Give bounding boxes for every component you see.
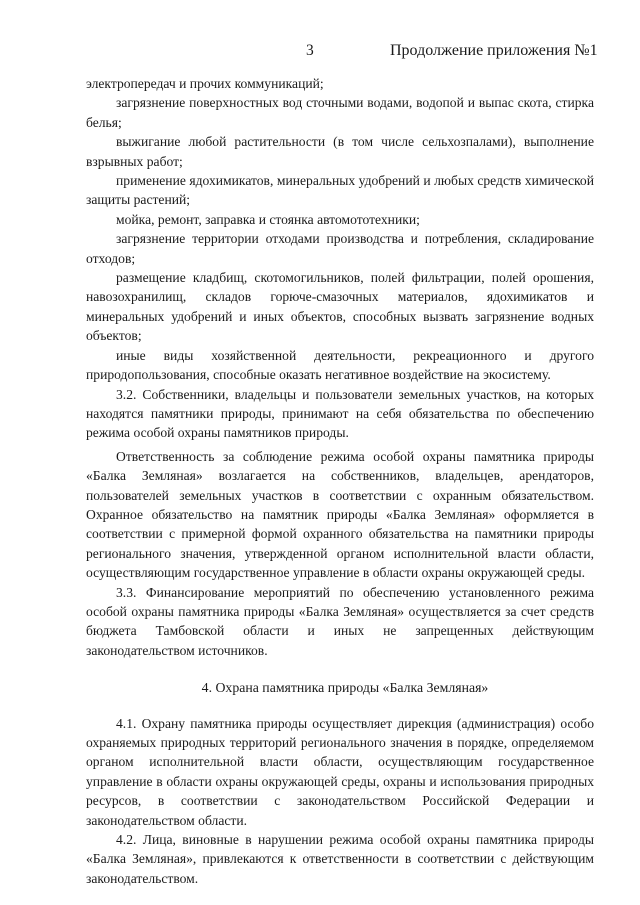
paragraph: выжигание любой растительности (в том числе сельхозпалами), выполнение взрывных работ; [86,134,594,169]
section-heading: 4. Охрана памятника природы «Балка Земляная» [201,680,489,696]
document-body [86,74,594,888]
paragraph: 4.1. Охрану памятника природы осуществляет дирекция (администрация) особо охраняемых природных территорий регионального значения в порядке, определяемом органом исполнительной власти области, осуществляющим государственное управление в области охраны окружающей среды, охраны и использования природных ресурсов, в соответствии с законодательством Российской Федерации и законодательством области. [86,715,594,828]
paragraph: 3.3. Финансирование мероприятий по обеспечению установленного режима особой охраны памятника природы «Балка Земляная» осуществляется за счет средств бюджета Тамбовской области и иных не запрещенных действующим законодательством источников. [86,584,594,658]
page-number: 3 [306,42,314,59]
paragraph: 4.2. Лица, виновные в нарушении режима особой охраны памятника природы «Балка Земляная», привлекаются к ответственности в соответствии с действующим законодательством. [86,832,594,886]
paragraph: электропередач и прочих коммуникаций; [86,76,324,91]
appendix-continuation-label: Продолжение приложения №1 [390,42,598,59]
paragraph: загрязнение поверхностных вод сточными водами, водопой и выпас скота, стирка белья; [86,95,594,130]
paragraph: иные виды хозяйственной деятельности, рекреационного и другого природопользования, способные оказать негативное воздействие на экосистему. [86,347,594,383]
paragraph: применение ядохимикатов, минеральных удобрений и любых средств химической защиты растений; [86,173,594,208]
paragraph: мойка, ремонт, заправка и стоянка автомототехники; [116,211,420,227]
paragraph: размещение кладбищ, скотомогильников, полей фильтрации, полей орошения, навозохранилищ, складов горюче-смазочных материалов, ядохимикатов и минеральных удобрений и иных объектов, способных вызвать загрязнение водных объектов; [86,270,594,344]
paragraph: загрязнение территории отходами производства и потребления, складирование отходов; [86,231,594,266]
page-header [0,42,640,64]
paragraph: 3.2. Собственники, владельцы и пользователи земельных участков, на которых находятся памятники природы, принимают на себя обязательства по обеспечению режима особой охраны памятников природы. [86,386,594,441]
paragraph: Ответственность за соблюдение режима особой охраны памятника природы «Балка Земляная» возлагается на собственников, владельцев, арендаторов, пользователей земельных участков в соответствии с охранным обязательством. Охранное обязательство на памятник природы «Балка Земляная» оформляется в соответствии с примерной формой охранного обязательства на памятники природы регионального значения, утвержденной органом исполнительной власти области, осуществляющим государственное управление в области охраны окружающей среды. [86,448,594,581]
